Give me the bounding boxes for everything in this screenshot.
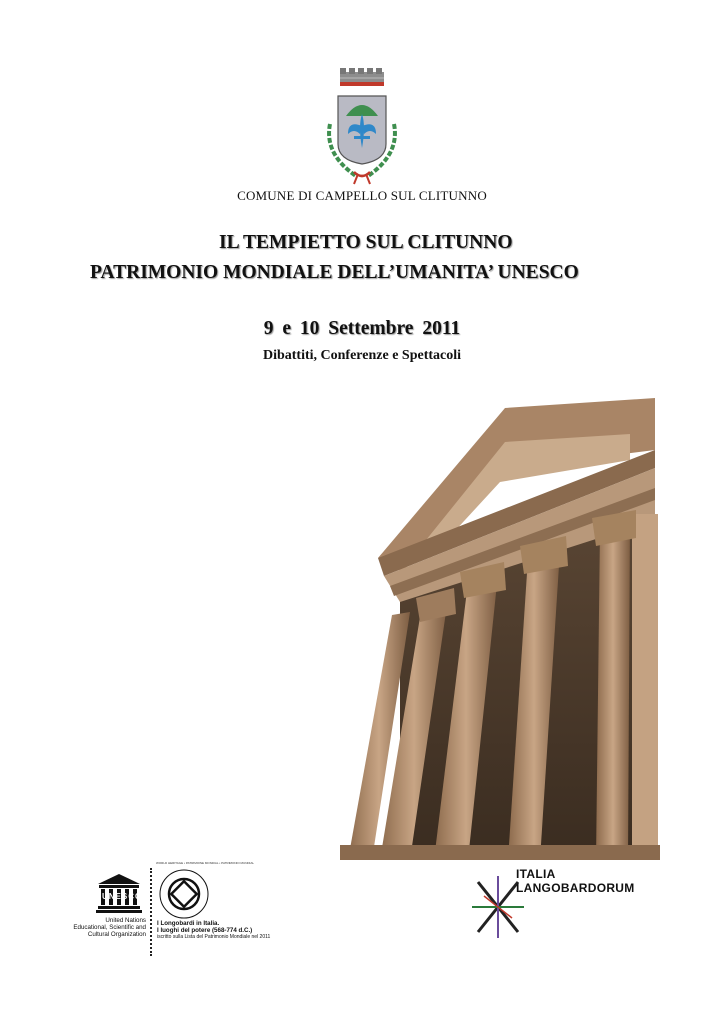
world-heritage-emblem-icon	[156, 861, 255, 920]
municipality-name: COMUNE DI CAMPELLO SUL CLITUNNO	[237, 188, 487, 203]
event-subtitle: Dibattiti, Conferenze e Spettacoli	[262, 348, 462, 363]
lango-line-3: iscritto sulla Lista del Patrimonio Mondiale nel 2011	[157, 934, 271, 940]
un-line-3: Cultural Organization	[87, 931, 146, 938]
italia-langobardorum-text	[516, 867, 635, 895]
heritage-ring-text: WORLD HERITAGE • PATRIMOINE MONDIAL • PATRIMONIO MUNDIAL	[156, 861, 255, 865]
municipal-crest-icon	[318, 64, 406, 188]
footer-divider	[150, 868, 152, 956]
temple-illustration	[330, 390, 660, 860]
un-line-1: United Nations	[105, 917, 146, 924]
title-line-1: IL TEMPIETTO SUL CLITUNNO	[219, 232, 513, 253]
unesco-logo-icon	[96, 872, 142, 914]
title-line-2: PATRIMONIO MONDIALE DELL’UMANITA’ UNESCO	[90, 262, 579, 283]
unesco-logo-text: UNESCO	[102, 892, 143, 901]
langobardorum-label: LANGOBARDORUM	[516, 881, 635, 895]
longobardi-text	[157, 920, 307, 941]
italia-label: ITALIA	[516, 867, 556, 881]
un-line-2: Educational, Scientific and	[73, 924, 146, 931]
lango-line-1: I Longobardi in Italia.	[157, 920, 220, 927]
lango-line-2: I luoghi del potere (568-774 d.C.)	[157, 927, 253, 934]
event-dates: 9 e 10 Settembre 2011	[263, 318, 461, 339]
un-organization-text	[66, 917, 146, 938]
